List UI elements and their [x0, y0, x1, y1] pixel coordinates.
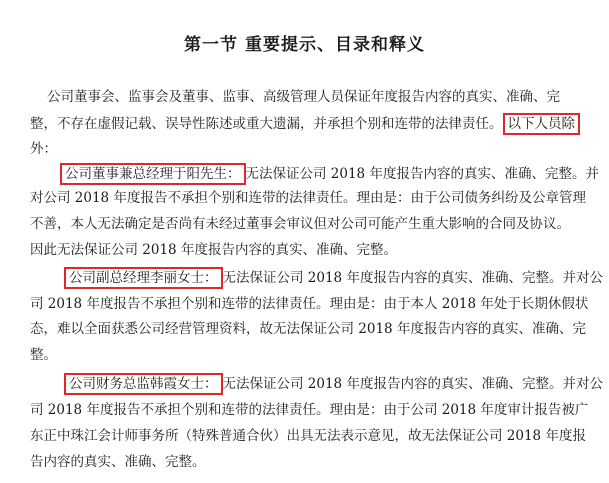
intro-line-3: 外： — [30, 141, 57, 157]
section1-line-1-text: 无法保证公司 2018 年度报告内容的真实、准确、完整。并 — [245, 166, 599, 182]
section-title: 第一节 重要提示、目录和释义 — [184, 35, 425, 55]
section1-line-4: 因此无法保证公司 2018 年度报告内容的真实、准确、完整。 — [30, 242, 397, 258]
section2-line-1-text: 无法保证公司 2018 年度报告内容的真实、准确、完整。并对公 — [222, 270, 603, 286]
intro-line-1: 公司董事会、监事会及董事、监事、高级管理人员保证年度报告内容的真实、准确、完 — [47, 89, 560, 105]
section1-line-2: 对公司 2018 年度报告不承担个别和连带的法律责任。理由是：由于公司债务纠纷及公章管理 — [30, 190, 586, 206]
section2-line-2: 司 2018 年度报告不承担个别和连带的法律责任。理由是：由于本人 2018 年处于长期休假状 — [30, 296, 589, 312]
section2-line-3: 态，难以全面获悉公司经营管理资料，故无法保证公司 2018 年度报告内容的真实、准确、完 — [30, 321, 586, 337]
section3-line-2: 司 2018 年度报告不承担个别和连带的法律责任。理由是：由于公司 2018 年度审计报告被广 — [30, 402, 589, 418]
section3-line-1-text: 无法保证公司 2018 年度报告内容的真实、准确、完整。并对公 — [222, 376, 603, 392]
section3-line-4: 告内容的真实、准确、完整。 — [30, 454, 206, 470]
intro-line-2-text: 整，不存在虚假记载、误导性陈述或重大遗漏，并承担个别和连带的法律责任。 — [30, 116, 503, 132]
section2-name-highlight: 公司副总经理李丽女士： — [64, 267, 223, 289]
intro-highlight-box: 以下人员除 — [503, 113, 581, 135]
section1-line-3: 不善，本人无法确定是否尚有未经过董事会审议但对公司可能产生重大影响的合同及协议。 — [30, 216, 570, 232]
section2-line-4: 整。 — [30, 347, 57, 363]
section1-line-1 — [60, 166, 599, 182]
section3-line-1 — [64, 376, 603, 392]
section2-line-1 — [64, 270, 603, 286]
section3-name-highlight: 公司财务总监韩霞女士： — [64, 373, 223, 395]
section3-line-3: 东正中珠江会计师事务所（特殊普通合伙）出具无法表示意见，故无法保证公司 2018 年度报 — [30, 428, 586, 444]
intro-line-2 — [30, 116, 580, 132]
section1-name-highlight: 公司董事兼总经理于阳先生： — [60, 163, 246, 185]
